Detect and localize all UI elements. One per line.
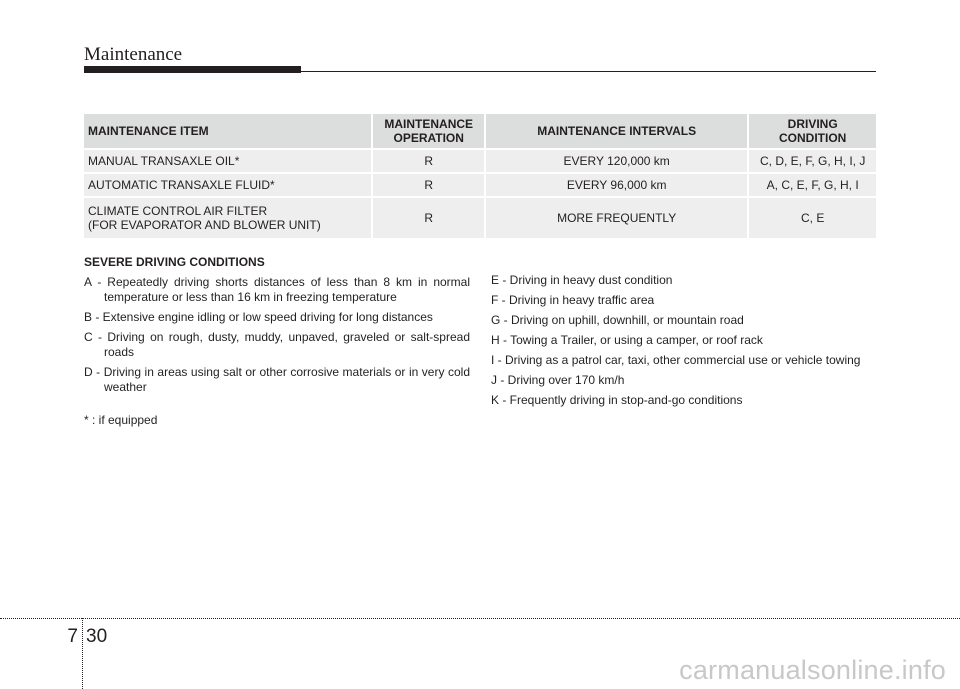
footer-rule-vertical	[82, 618, 83, 689]
header-maintenance-item: MAINTENANCE ITEM	[84, 114, 371, 148]
page-number: 30	[86, 626, 108, 647]
watermark: carmanualsonline.info	[679, 655, 946, 685]
condition-item-b: B - Extensive engine idling or low speed driving for long distances	[84, 310, 433, 324]
condition-item-k: K - Frequently driving in stop-and-go conditions	[491, 393, 743, 407]
cell-operation: R	[371, 150, 484, 172]
cell-item: AUTOMATIC TRANSAXLE FLUID*	[84, 174, 371, 196]
table-header-row	[84, 114, 876, 148]
section-title: Maintenance	[84, 44, 183, 65]
table-row	[84, 198, 876, 238]
table-row	[84, 150, 876, 172]
cell-condition: C, E	[747, 198, 876, 238]
condition-item-j: J - Driving over 170 km/h	[491, 373, 625, 387]
condition-item-i: I - Driving as a patrol car, taxi, other commercial use or vehicle towing	[491, 353, 861, 367]
cell-operation: R	[371, 174, 484, 196]
header-maintenance-intervals: MAINTENANCE INTERVALS	[484, 114, 747, 148]
condition-item-a: A - Repeatedly driving shorts distances of less than 8 km in normal temperature or less than 16 km in freezing temperature	[84, 275, 470, 304]
condition-item-d: D - Driving in areas using salt or other corrosive materials or in very cold weather	[84, 365, 470, 394]
condition-item-e: E - Driving in heavy dust condition	[491, 273, 673, 287]
severe-conditions-left	[84, 255, 470, 427]
cell-interval: EVERY 96,000 km	[484, 174, 747, 196]
cell-item: CLIMATE CONTROL AIR FILTER (FOR EVAPORATOR AND BLOWER UNIT)	[84, 198, 371, 238]
maintenance-table	[84, 112, 876, 240]
severe-conditions-right	[491, 273, 881, 413]
cell-interval: EVERY 120,000 km	[484, 150, 747, 172]
condition-item-h: H - Towing a Trailer, or using a camper, or roof rack	[491, 333, 763, 347]
cell-condition: C, D, E, F, G, H, I, J	[747, 150, 876, 172]
condition-item-g: G - Driving on uphill, downhill, or mountain road	[491, 313, 744, 327]
header-maintenance-operation: MAINTENANCE OPERATION	[371, 114, 484, 148]
cell-interval: MORE FREQUENTLY	[484, 198, 747, 238]
table-row	[84, 174, 876, 196]
chapter-number: 7	[67, 626, 78, 647]
header-driving-condition: DRIVING CONDITION	[747, 114, 876, 148]
title-underline-thick	[84, 66, 301, 73]
condition-item-c: C - Driving on rough, dusty, muddy, unpaved, graveled or salt-spread roads	[84, 330, 470, 359]
cell-operation: R	[371, 198, 484, 238]
title-underline-thin	[301, 71, 876, 72]
footnote-if-equipped: * : if equipped	[84, 413, 158, 427]
condition-item-f: F - Driving in heavy traffic area	[491, 293, 655, 307]
cell-item: MANUAL TRANSAXLE OIL*	[84, 150, 371, 172]
cell-condition: A, C, E, F, G, H, I	[747, 174, 876, 196]
footer-rule-horizontal	[0, 618, 960, 619]
severe-conditions-heading: SEVERE DRIVING CONDITIONS	[84, 255, 265, 269]
